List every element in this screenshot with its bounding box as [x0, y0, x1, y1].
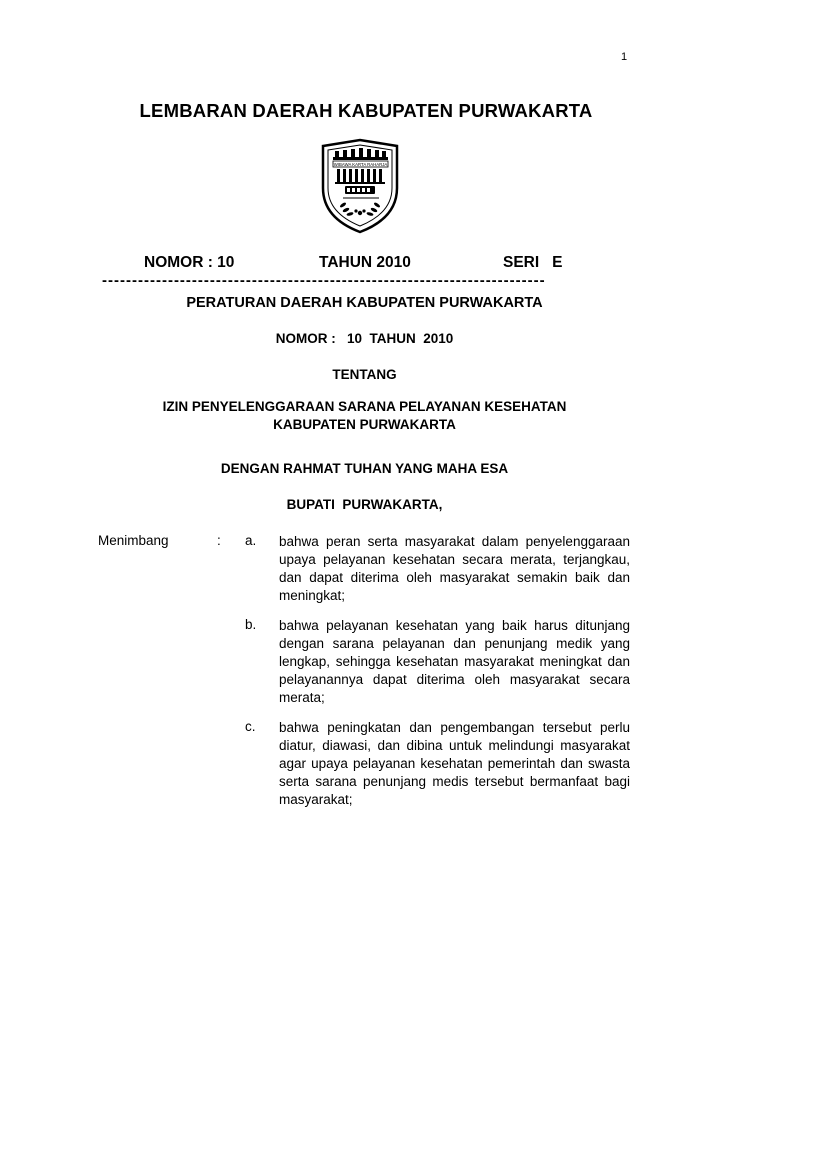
crest-banner-text: WIBAWA KARTA RAHARJA [333, 162, 388, 167]
considering-item-letter: a. [245, 533, 257, 548]
issue-nomor: NOMOR : 10 [144, 254, 235, 271]
considering-item-text: bahwa peningkatan dan pengembangan tersebut perlu diatur, diawasi, dan dibina untuk melindungi masyarakat agar upaya pelayanan kesehatan pemerintah dan swasta serta sarana penunjang medis tersebut bermanfaat bagi masyarakat; [279, 720, 630, 807]
invocation: DENGAN RAHMAT TUHAN YANG MAHA ESA [220, 461, 509, 476]
divider-line: -------------------------------------------------------------------------- [102, 272, 546, 289]
considering-label: Menimbang [98, 533, 169, 548]
considering-item-text: bahwa peran serta masyarakat dalam penyelenggaraan upaya pelayanan kesehatan secara merata, terjangkau, dan dapat diterima oleh masyarakat semakin baik dan meningkat; [279, 534, 630, 603]
considering-item-letter: b. [245, 617, 257, 632]
tentang-heading: TENTANG [332, 367, 397, 382]
considering-colon: : [217, 533, 221, 548]
issue-seri: SERI E [503, 254, 563, 271]
regent-title: BUPATI PURWAKARTA, [286, 497, 443, 512]
gazette-title: LEMBARAN DAERAH KABUPATEN PURWAKARTA [139, 100, 593, 121]
regency-crest-logo [319, 138, 401, 234]
considering-item-letter: c. [245, 719, 256, 734]
considering-item-text: bahwa pelayanan kesehatan yang baik harus ditunjang dengan sarana pelayanan dan penunjang medik yang lengkap, sehingga kesehatan masyarakat meningkat dan pelayanannya dapat diterima oleh masyarakat secara merata; [279, 618, 630, 705]
subject-line-1: IZIN PENYELENGGARAAN SARANA PELAYANAN KESEHATAN [162, 399, 567, 414]
regulation-title: PERATURAN DAERAH KABUPATEN PURWAKARTA [186, 295, 543, 311]
issue-tahun: TAHUN 2010 [319, 254, 411, 271]
regulation-number: NOMOR : 10 TAHUN 2010 [275, 331, 454, 346]
subject-line-2: KABUPATEN PURWAKARTA [273, 417, 456, 432]
page-number: 1 [621, 51, 628, 63]
